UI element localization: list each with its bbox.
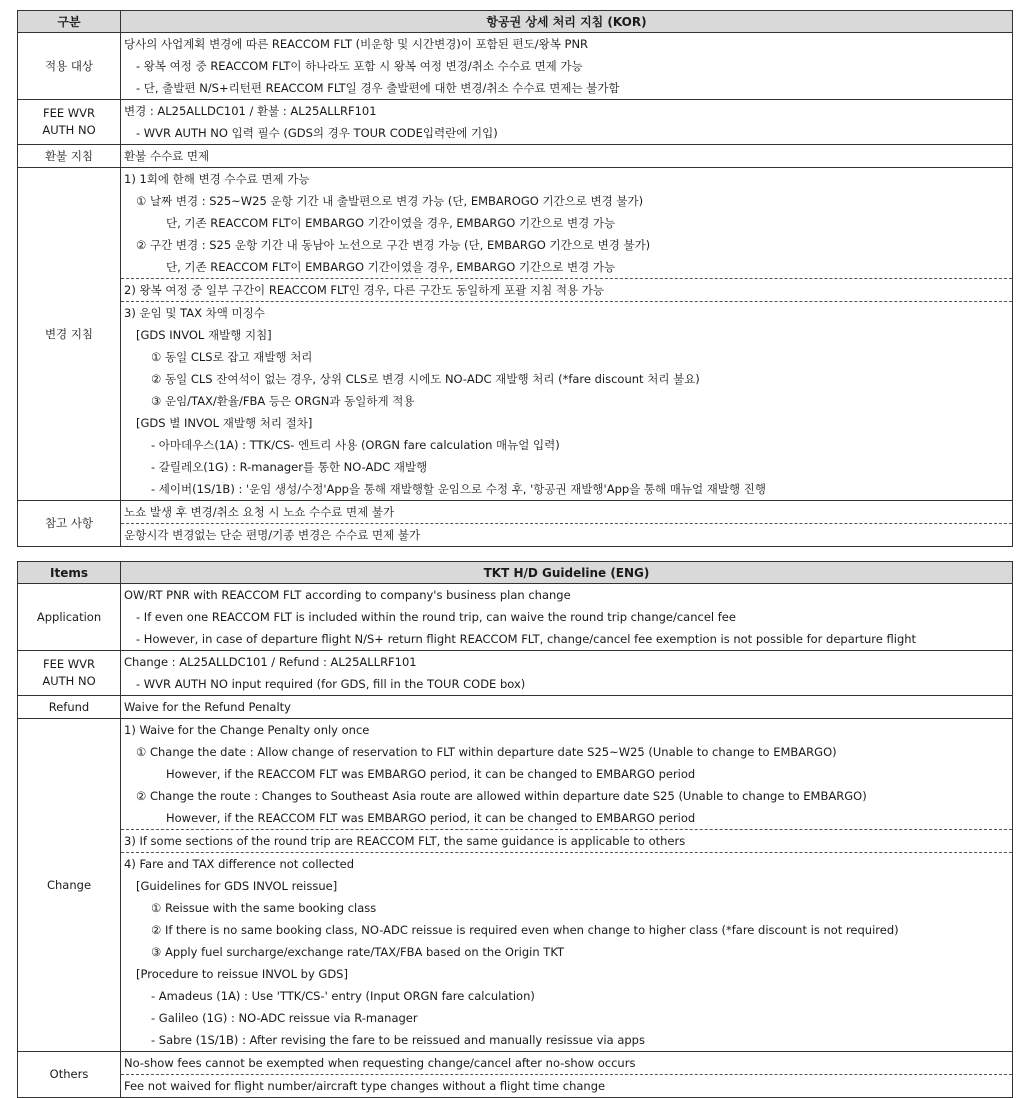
row-label: Application — [18, 584, 121, 651]
table-row — [18, 584, 1013, 651]
guideline-line: ② Change the route : Changes to Southeast Asia route are allowed within departure date S25 (Unable to change to EMBARGO) — [136, 789, 867, 803]
guideline-line: 환불 수수료 면제 — [124, 149, 210, 163]
table-row — [18, 100, 1013, 145]
row-label: 변경 지침 — [18, 168, 121, 501]
guideline-line: - 아마데우스(1A) : TTK/CS- 엔트리 사용 (ORGN fare calculation 매뉴얼 입력) — [151, 438, 560, 452]
guideline-line: ① Reissue with the same booking class — [151, 901, 377, 915]
guideline-line: ② 구간 변경 : S25 운항 기간 내 동남아 노선으로 구간 변경 가능 (단, EMBARGO 기간으로 변경 불가) — [136, 238, 651, 252]
table-header-row — [18, 11, 1013, 33]
guideline-line: - If even one REACCOM FLT is included within the round trip, can waive the round trip change/cancel fee — [136, 610, 736, 624]
row-content — [121, 100, 1013, 145]
guideline-line: 3) 운임 및 TAX 차액 미징수 — [121, 301, 1012, 324]
guideline-line: - 단, 출발편 N/S+리턴편 REACCOM FLT일 경우 출발편에 대한 변경/취소 수수료 면제는 불가함 — [136, 81, 620, 95]
header-title: 항공권 상세 처리 지침 (KOR) — [121, 11, 1013, 33]
guideline-line: 4) Fare and TAX difference not collected — [121, 852, 1012, 875]
guideline-line: [Procedure to reissue INVOL by GDS] — [136, 967, 348, 981]
guideline-line: 당사의 사업계획 변경에 따른 REACCOM FLT (비운항 및 시간변경)이 포함된 편도/왕복 PNR — [124, 37, 589, 51]
guideline-line: - 갈릴레오(1G) : R-manager를 통한 NO-ADC 재발행 — [151, 460, 428, 474]
eng-body — [18, 584, 1013, 1098]
table-row — [18, 145, 1013, 168]
guideline-line: [GDS INVOL 재발행 지침] — [136, 328, 272, 342]
row-content — [121, 719, 1013, 1052]
row-label: Others — [18, 1052, 121, 1098]
kor-body — [18, 33, 1013, 547]
guideline-line: OW/RT PNR with REACCOM FLT according to company's business plan change — [124, 588, 571, 602]
guideline-line: ① 동일 CLS로 잡고 재발행 처리 — [151, 350, 313, 364]
table-row — [18, 501, 1013, 547]
row-content — [121, 168, 1013, 501]
guideline-line: ③ Apply fuel surcharge/exchange rate/TAX/FBA based on the Origin TKT — [151, 945, 564, 959]
row-content — [121, 145, 1013, 168]
row-content — [121, 584, 1013, 651]
guideline-line: ③ 운임/TAX/환율/FBA 등은 ORGN과 동일하게 적용 — [151, 394, 415, 408]
header-category: Items — [18, 562, 121, 584]
row-content — [121, 1052, 1013, 1098]
guideline-line: ① 날짜 변경 : S25~W25 운항 기간 내 출발편으로 변경 가능 (단, EMBAROGO 기간으로 변경 불가) — [136, 194, 644, 208]
table-row — [18, 696, 1013, 719]
guideline-line: 1) 1회에 한해 변경 수수료 면제 가능 — [124, 172, 310, 186]
guideline-line: 단, 기존 REACCOM FLT이 EMBARGO 기간이였을 경우, EMBARGO 기간으로 변경 가능 — [166, 216, 616, 230]
guideline-line: - However, in case of departure flight N/S+ return flight REACCOM FLT, change/cancel fee exemption is not possible for departure flight — [136, 632, 917, 646]
table-row — [18, 33, 1013, 100]
guideline-line: Fee not waived for flight number/aircraft type changes without a flight time change — [121, 1074, 1012, 1097]
guideline-line: However, if the REACCOM FLT was EMBARGO period, it can be changed to EMBARGO period — [166, 767, 696, 781]
guideline-line: 운항시각 변경없는 단순 편명/기종 변경은 수수료 면제 불가 — [121, 523, 1012, 546]
guideline-line: ② 동일 CLS 잔여석이 없는 경우, 상위 CLS로 변경 시에도 NO-ADC 재발행 처리 (*fare discount 처리 불요) — [151, 372, 700, 386]
guideline-line: 단, 기존 REACCOM FLT이 EMBARGO 기간이였을 경우, EMBARGO 기간으로 변경 가능 — [166, 260, 616, 274]
guideline-line: - 세이버(1S/1B) : '운임 생성/수정'App을 통해 재발행할 운임으로 수정 후, '항공권 재발행'App을 통해 매뉴얼 재발행 진행 — [151, 482, 766, 496]
row-content — [121, 33, 1013, 100]
table-row — [18, 168, 1013, 501]
guideline-line: 1) Waive for the Change Penalty only once — [124, 723, 370, 737]
guideline-line: Change : AL25ALLDC101 / Refund : AL25ALLRF101 — [124, 655, 417, 669]
header-category: 구분 — [18, 11, 121, 33]
guideline-table-kor — [17, 10, 1013, 547]
guideline-line: No-show fees cannot be exempted when requesting change/cancel after no-show occurs — [124, 1056, 636, 1070]
guideline-line: - Sabre (1S/1B) : After revising the fare to be reissued and manually resissue via apps — [151, 1033, 645, 1047]
guideline-line: However, if the REACCOM FLT was EMBARGO period, it can be changed to EMBARGO period — [166, 811, 696, 825]
guideline-line: 노쇼 발생 후 변경/취소 요청 시 노쇼 수수료 면제 불가 — [124, 505, 395, 519]
guideline-line: [GDS 별 INVOL 재발행 처리 절차] — [136, 416, 313, 430]
guideline-line: - Galileo (1G) : NO-ADC reissue via R-manager — [151, 1011, 418, 1025]
row-label: 적용 대상 — [18, 33, 121, 100]
guideline-line: Waive for the Refund Penalty — [124, 700, 291, 714]
row-content — [121, 651, 1013, 696]
row-label: FEE WVR AUTH NO — [18, 651, 121, 696]
row-content — [121, 696, 1013, 719]
guideline-line: - WVR AUTH NO 입력 필수 (GDS의 경우 TOUR CODE입력란에 기입) — [136, 126, 498, 140]
row-label: 참고 사항 — [18, 501, 121, 547]
guideline-line: 변경 : AL25ALLDC101 / 환불 : AL25ALLRF101 — [124, 104, 377, 118]
guideline-line: 3) If some sections of the round trip are REACCOM FLT, the same guidance is applicable to others — [121, 829, 1012, 852]
guideline-line: - 왕복 여정 중 REACCOM FLT이 하나라도 포함 시 왕복 여정 변경/취소 수수료 면제 가능 — [136, 59, 583, 73]
row-label: Refund — [18, 696, 121, 719]
guideline-line: [Guidelines for GDS INVOL reissue] — [136, 879, 338, 893]
guideline-table-eng — [17, 561, 1013, 1098]
row-label: Change — [18, 719, 121, 1052]
row-label: FEE WVR AUTH NO — [18, 100, 121, 145]
row-label: 환불 지침 — [18, 145, 121, 168]
guideline-line: - WVR AUTH NO input required (for GDS, fill in the TOUR CODE box) — [136, 677, 526, 691]
table-row — [18, 1052, 1013, 1098]
table-row — [18, 651, 1013, 696]
guideline-line: - Amadeus (1A) : Use 'TTK/CS-' entry (Input ORGN fare calculation) — [151, 989, 535, 1003]
guideline-line: 2) 왕복 여정 중 일부 구간이 REACCOM FLT인 경우, 다른 구간도 동일하게 포괄 지침 적용 가능 — [121, 278, 1012, 301]
guideline-line: ② If there is no same booking class, NO-ADC reissue is required even when change to higher class (*fare discount is not required) — [151, 923, 899, 937]
row-content — [121, 501, 1013, 547]
table-row — [18, 719, 1013, 1052]
table-header-row — [18, 562, 1013, 584]
header-title: TKT H/D Guideline (ENG) — [121, 562, 1013, 584]
guideline-line: ① Change the date : Allow change of reservation to FLT within departure date S25~W25 (Unable to change to EMBARGO) — [136, 745, 837, 759]
